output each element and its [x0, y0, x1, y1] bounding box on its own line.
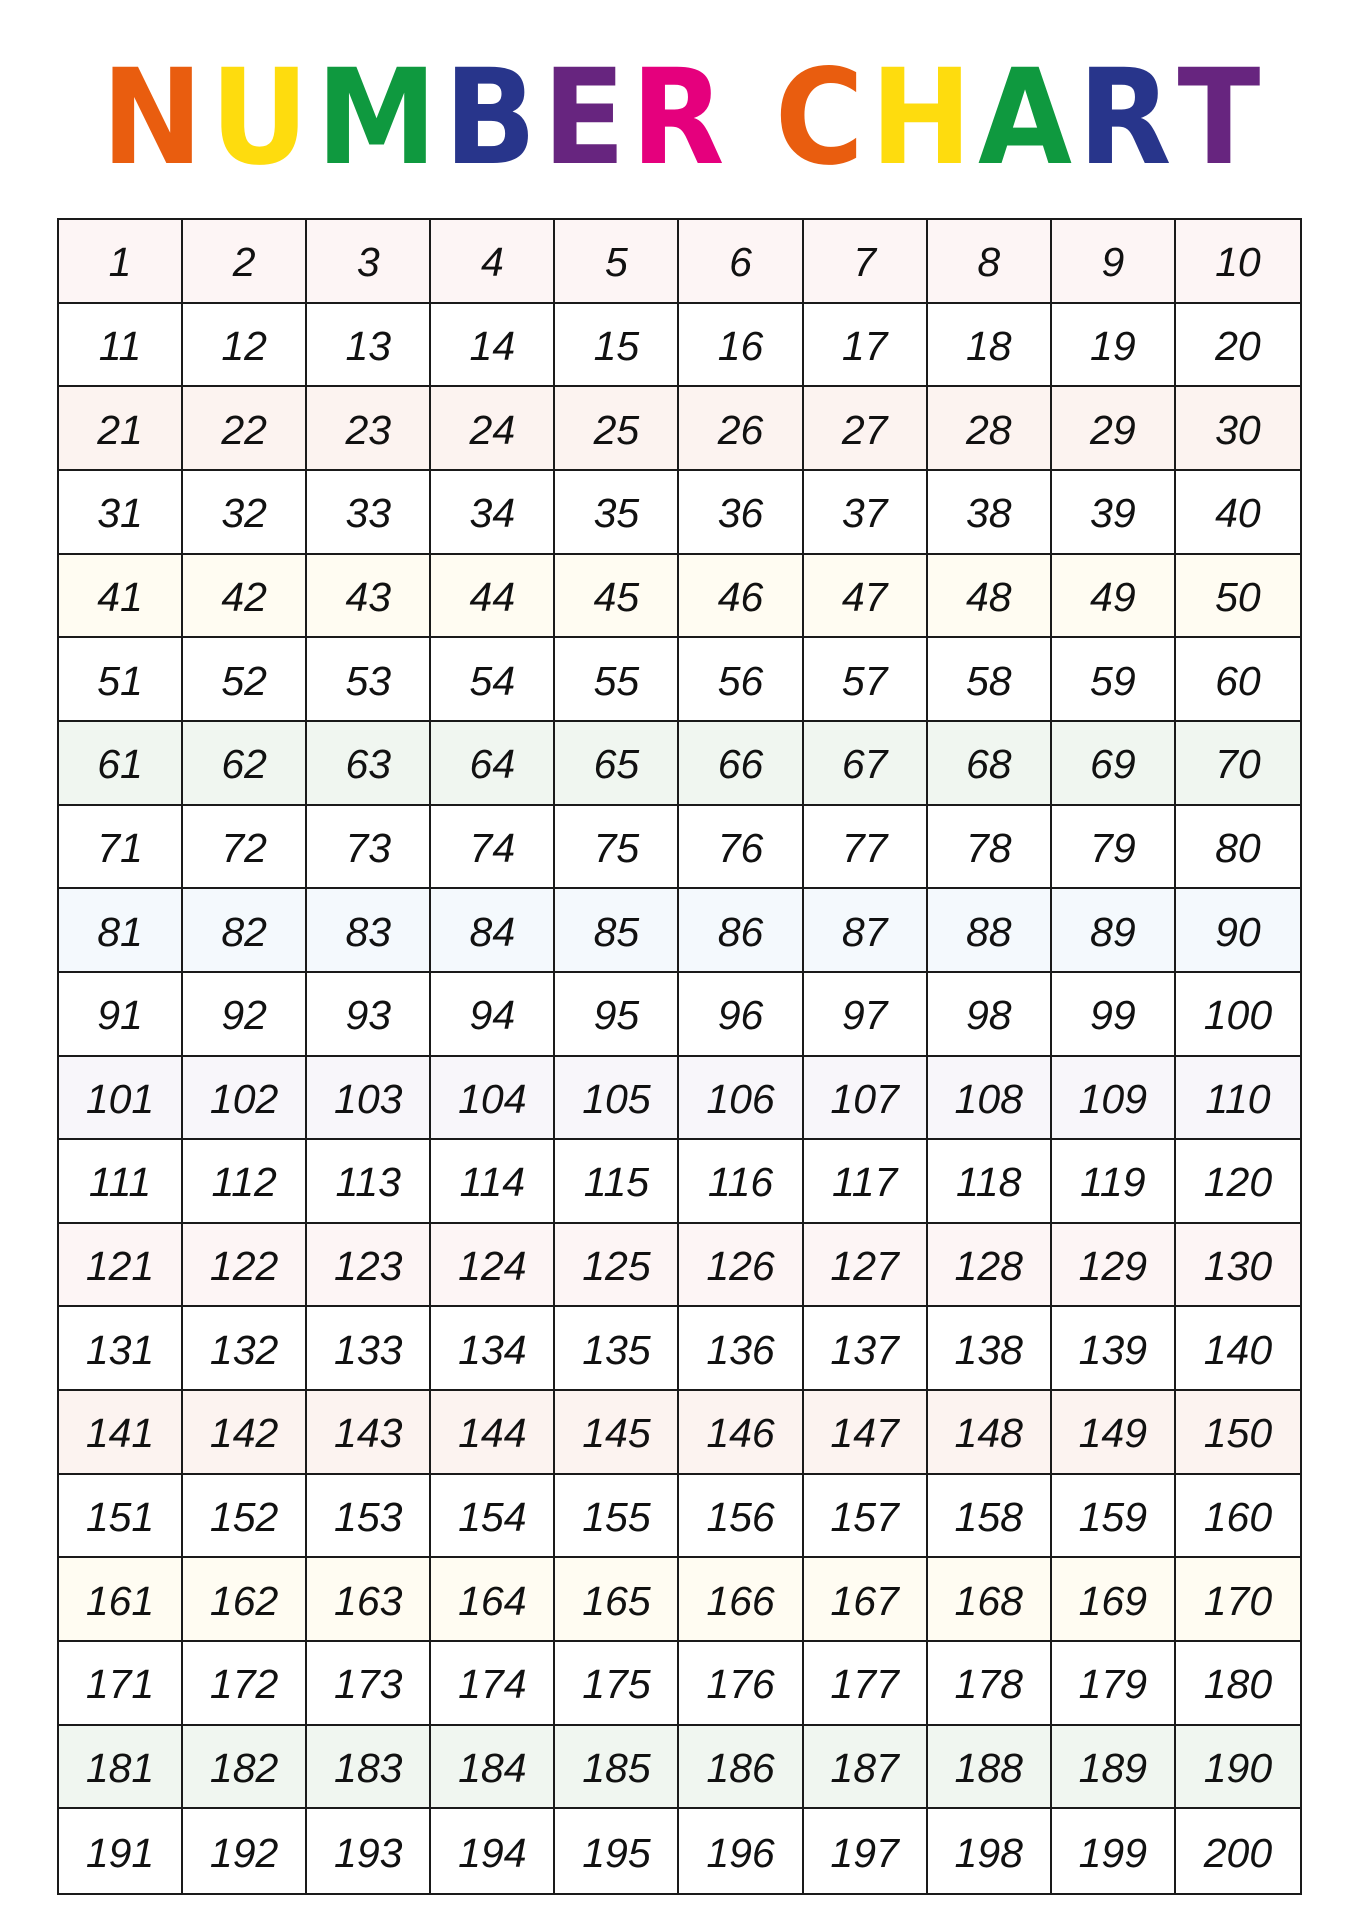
- number-cell: 182: [183, 1726, 307, 1810]
- number-cell: 11: [59, 304, 183, 388]
- number-cell: 18: [928, 304, 1052, 388]
- number-cell: 135: [555, 1307, 679, 1391]
- title-letter: N: [101, 41, 202, 195]
- number-cell: 191: [59, 1809, 183, 1893]
- number-cell: 16: [679, 304, 803, 388]
- number-cell: 50: [1176, 555, 1300, 639]
- number-cell: 43: [307, 555, 431, 639]
- number-cell: 185: [555, 1726, 679, 1810]
- number-cell: 171: [59, 1642, 183, 1726]
- number-cell: 108: [928, 1057, 1052, 1141]
- number-cell: 36: [679, 471, 803, 555]
- number-cell: 104: [431, 1057, 555, 1141]
- number-cell: 140: [1176, 1307, 1300, 1391]
- number-cell: 134: [431, 1307, 555, 1391]
- number-cell: 193: [307, 1809, 431, 1893]
- number-cell: 115: [555, 1140, 679, 1224]
- number-cell: 187: [804, 1726, 928, 1810]
- number-cell: 137: [804, 1307, 928, 1391]
- title-letter: M: [315, 41, 435, 195]
- title-letter: A: [977, 41, 1071, 195]
- title-letter: E: [542, 41, 624, 195]
- number-cell: 152: [183, 1475, 307, 1559]
- number-cell: 71: [59, 806, 183, 890]
- number-cell: 200: [1176, 1809, 1300, 1893]
- number-cell: 102: [183, 1057, 307, 1141]
- number-cell: 143: [307, 1391, 431, 1475]
- number-cell: 26: [679, 387, 803, 471]
- number-cell: 169: [1052, 1558, 1176, 1642]
- number-cell: 6: [679, 220, 803, 304]
- number-cell: 69: [1052, 722, 1176, 806]
- number-cell: 20: [1176, 304, 1300, 388]
- number-cell: 178: [928, 1642, 1052, 1726]
- number-cell: 57: [804, 638, 928, 722]
- number-cell: 83: [307, 889, 431, 973]
- number-cell: 75: [555, 806, 679, 890]
- number-cell: 42: [183, 555, 307, 639]
- number-cell: 126: [679, 1224, 803, 1308]
- number-cell: 139: [1052, 1307, 1176, 1391]
- page-title: [0, 41, 1359, 195]
- number-cell: 197: [804, 1809, 928, 1893]
- number-cell: 147: [804, 1391, 928, 1475]
- number-cell: 10: [1176, 220, 1300, 304]
- number-cell: 124: [431, 1224, 555, 1308]
- number-cell: 144: [431, 1391, 555, 1475]
- number-cell: 60: [1176, 638, 1300, 722]
- number-cell: 116: [679, 1140, 803, 1224]
- number-cell: 190: [1176, 1726, 1300, 1810]
- number-cell: 181: [59, 1726, 183, 1810]
- number-cell: 97: [804, 973, 928, 1057]
- number-cell: 23: [307, 387, 431, 471]
- number-cell: 172: [183, 1642, 307, 1726]
- number-cell: 40: [1176, 471, 1300, 555]
- number-cell: 136: [679, 1307, 803, 1391]
- number-cell: 159: [1052, 1475, 1176, 1559]
- number-cell: 2: [183, 220, 307, 304]
- number-cell: 112: [183, 1140, 307, 1224]
- number-cell: 28: [928, 387, 1052, 471]
- number-cell: 123: [307, 1224, 431, 1308]
- number-cell: 107: [804, 1057, 928, 1141]
- title-letter: R: [630, 41, 723, 195]
- number-cell: 111: [59, 1140, 183, 1224]
- number-cell: 127: [804, 1224, 928, 1308]
- number-cell: 94: [431, 973, 555, 1057]
- number-cell: 30: [1176, 387, 1300, 471]
- number-cell: 95: [555, 973, 679, 1057]
- title-letter: B: [444, 41, 535, 195]
- number-cell: 64: [431, 722, 555, 806]
- number-cell: 117: [804, 1140, 928, 1224]
- number-cell: 46: [679, 555, 803, 639]
- number-cell: 130: [1176, 1224, 1300, 1308]
- number-cell: 33: [307, 471, 431, 555]
- number-cell: 184: [431, 1726, 555, 1810]
- number-cell: 176: [679, 1642, 803, 1726]
- number-cell: 161: [59, 1558, 183, 1642]
- number-cell: 118: [928, 1140, 1052, 1224]
- number-cell: 15: [555, 304, 679, 388]
- number-cell: 66: [679, 722, 803, 806]
- number-cell: 179: [1052, 1642, 1176, 1726]
- number-cell: 92: [183, 973, 307, 1057]
- number-cell: 25: [555, 387, 679, 471]
- number-cell: 150: [1176, 1391, 1300, 1475]
- number-cell: 82: [183, 889, 307, 973]
- number-cell: 160: [1176, 1475, 1300, 1559]
- number-cell: 55: [555, 638, 679, 722]
- number-cell: 98: [928, 973, 1052, 1057]
- number-cell: 24: [431, 387, 555, 471]
- number-cell: 180: [1176, 1642, 1300, 1726]
- number-cell: 188: [928, 1726, 1052, 1810]
- number-cell: 156: [679, 1475, 803, 1559]
- number-cell: 133: [307, 1307, 431, 1391]
- number-cell: 128: [928, 1224, 1052, 1308]
- number-cell: 170: [1176, 1558, 1300, 1642]
- number-cell: 77: [804, 806, 928, 890]
- number-cell: 76: [679, 806, 803, 890]
- number-cell: 14: [431, 304, 555, 388]
- title-letter: C: [774, 41, 862, 195]
- number-cell: 52: [183, 638, 307, 722]
- number-cell: 41: [59, 555, 183, 639]
- number-cell: 163: [307, 1558, 431, 1642]
- number-cell: 192: [183, 1809, 307, 1893]
- number-cell: 168: [928, 1558, 1052, 1642]
- number-cell: 12: [183, 304, 307, 388]
- number-cell: 173: [307, 1642, 431, 1726]
- number-cell: 4: [431, 220, 555, 304]
- number-cell: 198: [928, 1809, 1052, 1893]
- number-cell: 106: [679, 1057, 803, 1141]
- number-cell: 48: [928, 555, 1052, 639]
- number-cell: 27: [804, 387, 928, 471]
- number-cell: 183: [307, 1726, 431, 1810]
- number-cell: 73: [307, 806, 431, 890]
- number-cell: 177: [804, 1642, 928, 1726]
- number-cell: 88: [928, 889, 1052, 973]
- number-cell: 67: [804, 722, 928, 806]
- number-cell: 90: [1176, 889, 1300, 973]
- number-cell: 5: [555, 220, 679, 304]
- number-grid: [57, 218, 1302, 1895]
- number-cell: 100: [1176, 973, 1300, 1057]
- number-cell: 72: [183, 806, 307, 890]
- number-cell: 1: [59, 220, 183, 304]
- number-cell: 78: [928, 806, 1052, 890]
- number-cell: 120: [1176, 1140, 1300, 1224]
- number-cell: 129: [1052, 1224, 1176, 1308]
- number-cell: 195: [555, 1809, 679, 1893]
- number-cell: 21: [59, 387, 183, 471]
- number-cell: 56: [679, 638, 803, 722]
- number-cell: 96: [679, 973, 803, 1057]
- number-cell: 158: [928, 1475, 1052, 1559]
- number-cell: 175: [555, 1642, 679, 1726]
- number-cell: 51: [59, 638, 183, 722]
- number-cell: 39: [1052, 471, 1176, 555]
- number-cell: 74: [431, 806, 555, 890]
- number-cell: 44: [431, 555, 555, 639]
- number-cell: 84: [431, 889, 555, 973]
- number-cell: 154: [431, 1475, 555, 1559]
- number-cell: 62: [183, 722, 307, 806]
- number-cell: 149: [1052, 1391, 1176, 1475]
- number-cell: 146: [679, 1391, 803, 1475]
- title-letter: R: [1078, 41, 1170, 195]
- number-cell: 47: [804, 555, 928, 639]
- number-cell: 145: [555, 1391, 679, 1475]
- number-cell: 157: [804, 1475, 928, 1559]
- number-cell: 119: [1052, 1140, 1176, 1224]
- number-cell: 19: [1052, 304, 1176, 388]
- number-cell: 99: [1052, 973, 1176, 1057]
- number-cell: 81: [59, 889, 183, 973]
- number-cell: 29: [1052, 387, 1176, 471]
- number-cell: 63: [307, 722, 431, 806]
- number-cell: 132: [183, 1307, 307, 1391]
- number-cell: 167: [804, 1558, 928, 1642]
- number-cell: 34: [431, 471, 555, 555]
- number-cell: 9: [1052, 220, 1176, 304]
- number-cell: 59: [1052, 638, 1176, 722]
- number-cell: 7: [804, 220, 928, 304]
- number-cell: 186: [679, 1726, 803, 1810]
- number-cell: 87: [804, 889, 928, 973]
- number-cell: 196: [679, 1809, 803, 1893]
- number-cell: 91: [59, 973, 183, 1057]
- number-cell: 194: [431, 1809, 555, 1893]
- number-cell: 53: [307, 638, 431, 722]
- number-cell: 101: [59, 1057, 183, 1141]
- number-cell: 141: [59, 1391, 183, 1475]
- number-cell: 80: [1176, 806, 1300, 890]
- number-cell: 142: [183, 1391, 307, 1475]
- number-cell: 131: [59, 1307, 183, 1391]
- number-cell: 35: [555, 471, 679, 555]
- number-cell: 85: [555, 889, 679, 973]
- number-cell: 105: [555, 1057, 679, 1141]
- number-cell: 61: [59, 722, 183, 806]
- number-cell: 54: [431, 638, 555, 722]
- number-cell: 8: [928, 220, 1052, 304]
- number-cell: 79: [1052, 806, 1176, 890]
- number-cell: 89: [1052, 889, 1176, 973]
- number-cell: 31: [59, 471, 183, 555]
- number-cell: 199: [1052, 1809, 1176, 1893]
- number-cell: 162: [183, 1558, 307, 1642]
- number-cell: 121: [59, 1224, 183, 1308]
- number-cell: 37: [804, 471, 928, 555]
- number-cell: 155: [555, 1475, 679, 1559]
- number-cell: 165: [555, 1558, 679, 1642]
- number-cell: 148: [928, 1391, 1052, 1475]
- number-cell: 153: [307, 1475, 431, 1559]
- number-cell: 32: [183, 471, 307, 555]
- number-cell: 151: [59, 1475, 183, 1559]
- number-cell: 22: [183, 387, 307, 471]
- title-letter: U: [209, 41, 307, 195]
- number-cell: 125: [555, 1224, 679, 1308]
- number-cell: 110: [1176, 1057, 1300, 1141]
- number-cell: 114: [431, 1140, 555, 1224]
- number-cell: 166: [679, 1558, 803, 1642]
- number-cell: 45: [555, 555, 679, 639]
- number-cell: 93: [307, 973, 431, 1057]
- number-cell: 65: [555, 722, 679, 806]
- number-cell: 13: [307, 304, 431, 388]
- number-cell: 38: [928, 471, 1052, 555]
- number-cell: 3: [307, 220, 431, 304]
- number-cell: 109: [1052, 1057, 1176, 1141]
- title-letter: H: [869, 41, 970, 195]
- number-cell: 164: [431, 1558, 555, 1642]
- number-cell: 122: [183, 1224, 307, 1308]
- number-cell: 174: [431, 1642, 555, 1726]
- number-cell: 189: [1052, 1726, 1176, 1810]
- number-cell: 86: [679, 889, 803, 973]
- number-cell: 70: [1176, 722, 1300, 806]
- number-cell: 17: [804, 304, 928, 388]
- number-cell: 103: [307, 1057, 431, 1141]
- number-cell: 58: [928, 638, 1052, 722]
- number-cell: 68: [928, 722, 1052, 806]
- number-cell: 49: [1052, 555, 1176, 639]
- number-cell: 138: [928, 1307, 1052, 1391]
- number-cell: 113: [307, 1140, 431, 1224]
- title-letter: T: [1177, 41, 1259, 195]
